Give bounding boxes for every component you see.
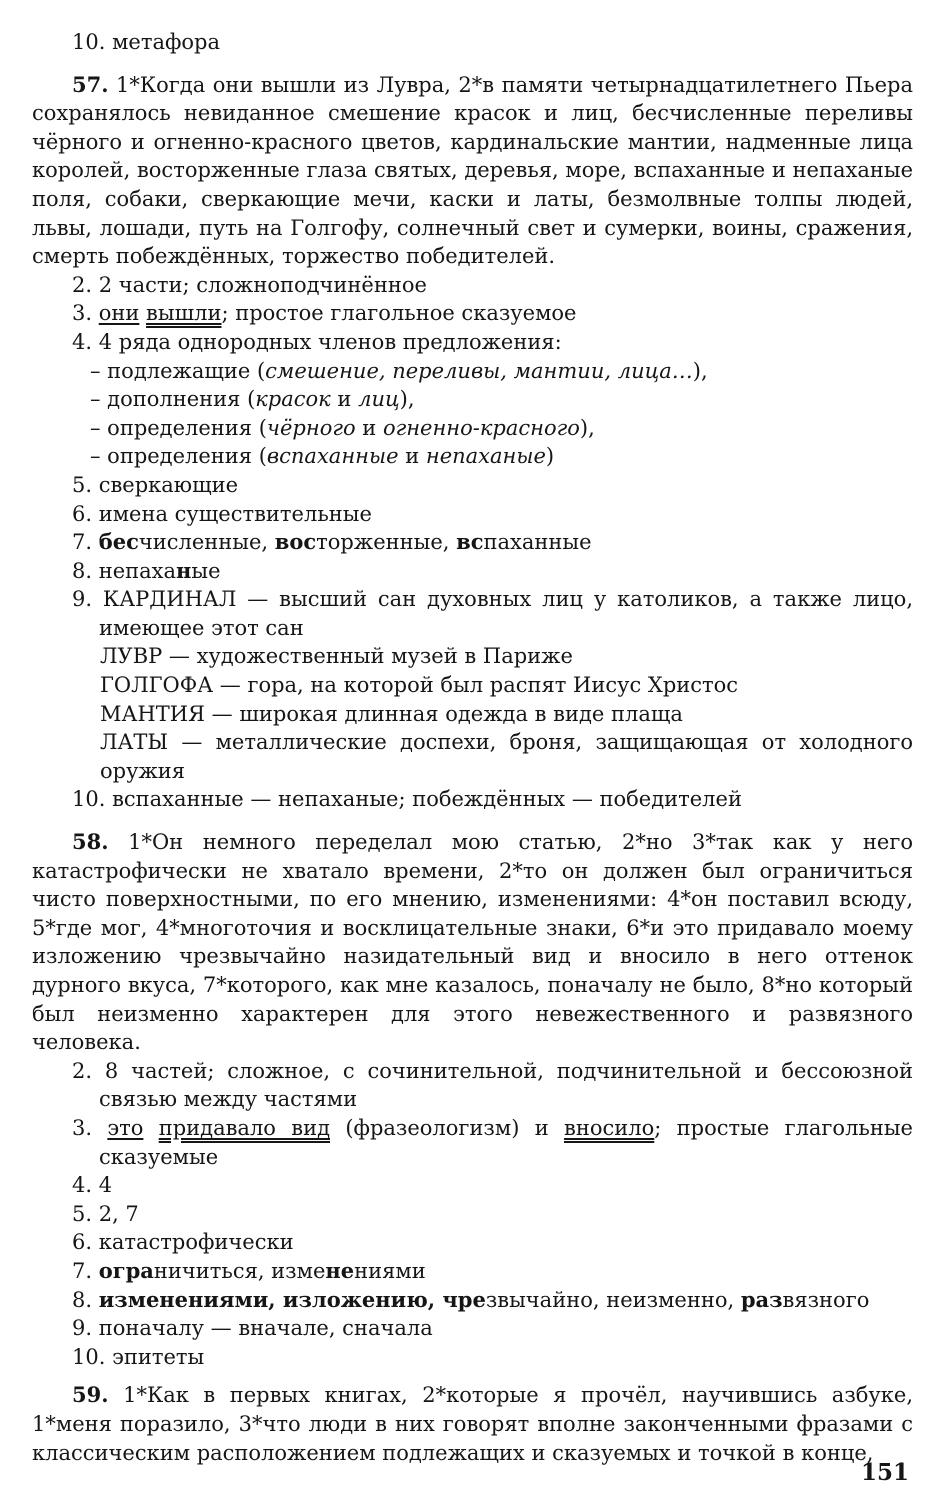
subject-underline: это bbox=[107, 1115, 144, 1140]
exercise-57-number: 57. bbox=[72, 71, 109, 97]
exercise-58-number: 58. bbox=[72, 829, 109, 855]
ex57-answer-9-golgotha: ГОЛГОФА — гора, на которой был распят Иисус Христос bbox=[100, 673, 739, 698]
ex58-answer-4: 4. 4 bbox=[72, 1173, 113, 1198]
ex57-answer-7: 7. бесчисленные, восторженные, вспаханные bbox=[72, 529, 592, 555]
exercise-59-number: 59. bbox=[72, 1382, 109, 1408]
predicate-underline: придавало вид bbox=[158, 1115, 330, 1140]
ex57-answer-6: 6. имена существительные bbox=[72, 501, 372, 526]
ex57-answer-9-armor: ЛАТЫ — металлические доспехи, броня, защищающая от холодного оружия bbox=[100, 730, 913, 783]
ex57-answer-10: 10. вспаханные — непаханые; побеждённых — победителей bbox=[72, 787, 742, 812]
ex57-answer-4-attributes-2: – определения (вспаханные и непаханые) bbox=[90, 444, 555, 469]
ex57-answer-9-mantle: МАНТИЯ — широкая длинная одежда в виде плаща bbox=[100, 701, 683, 726]
ex57-answer-8: 8. непаханые bbox=[72, 557, 221, 583]
page-number: 151 bbox=[860, 1459, 909, 1486]
ex58-answer-9: 9. поначалу — вначале, сначала bbox=[72, 1316, 433, 1341]
ex57-answer-5: 5. сверкающие bbox=[72, 472, 239, 497]
ex57-answer-4: 4. 4 ряда однородных членов предложения: bbox=[72, 329, 562, 354]
exercise-59-text: 59. 1*Как в первых книгах, 2*которые я прочёл, научившись азбуке, 1*меня поразило, 3*что люди в них говорят вполне законченными фразами с классическим расположением подлежащих и сказуемых и точкой в конце, bbox=[32, 1382, 913, 1465]
ex58-answer-2: 2. 8 частей; сложное, с сочинительной, подчинительной и бессоюзной связью между частями bbox=[72, 1058, 913, 1112]
ex57-answer-4-subjects: – подлежащие (смешение, переливы, мантии, лица…), bbox=[90, 358, 708, 383]
ex58-answer-5: 5. 2, 7 bbox=[72, 1201, 139, 1226]
ex57-answer-2: 2. 2 части; сложноподчинённое bbox=[72, 272, 427, 297]
ex57-answer-4-objects: – дополнения (красок и лиц), bbox=[90, 387, 415, 412]
ex57-answer-9-cardinal: 9. КАРДИНАЛ — высший сан духовных лиц у католиков, а также лицо, имеющее этот сан bbox=[72, 587, 913, 640]
ex58-answer-3: 3. это придавало вид (фразеологизм) и вносило; простые глагольные сказуемые bbox=[72, 1115, 913, 1169]
ex58-answer-7: 7. ограничиться, изменениями bbox=[72, 1257, 426, 1283]
predicate-underline: вносило bbox=[564, 1115, 655, 1140]
ex58-answer-6: 6. катастрофически bbox=[72, 1230, 294, 1255]
exercise-58-text: 58. 1*Он немного переделал мою статью, 2*но 3*так как у него катастрофически не хватало времени, 2*то он должен был ограничиться чисто поверхностными, по его мнению, изменениями: 4*он поставил всюду, 5*где мог, 4*многоточия и восклицательные знаки, 6*и это придавало моему изложению чрезвычайно назидательный вид и вносило в него оттенок дурного вкуса, 7*которого, как мне казалось, поначалу не было, 8*но который был неизменно характерен для этого невежественного и развязного человека. bbox=[32, 829, 913, 1055]
ex57-answer-4-attributes-1: – определения (чёрного и огненно-красного), bbox=[90, 415, 595, 440]
ex58-answer-8: 8. изменениями, изложению, чрезвычайно, неизменно, развязного bbox=[72, 1286, 870, 1312]
answer-10-top: 10. метафора bbox=[72, 30, 221, 54]
ex58-answer-10: 10. эпитеты bbox=[72, 1344, 205, 1369]
predicate-underline: вышли bbox=[146, 301, 222, 326]
exercise-57-text: 57. 1*Когда они вышли из Лувра, 2*в памяти четырнадцатилетнего Пьера сохранялось невиданное смешение красок и лиц, бесчисленные переливы чёрного и огненно-красного цветов, кардинальские мантии, надменные лица королей, восторженные глаза святых, деревья, море, вспаханные и непаханые поля, собаки, сверкающие мечи, каски и латы, безмолвные толпы людей, львы, лошади, путь на Голгофу, солнечный свет и сумерки, воины, сражения, смерть побеждённых, торжество победителей. bbox=[32, 71, 913, 269]
subject-underline: они bbox=[98, 301, 140, 326]
ex57-answer-9-louvre: ЛУВР — художественный музей в Париже bbox=[100, 644, 573, 669]
ex57-answer-3: 3. они вышли; простое глагольное сказуемое bbox=[72, 301, 577, 326]
